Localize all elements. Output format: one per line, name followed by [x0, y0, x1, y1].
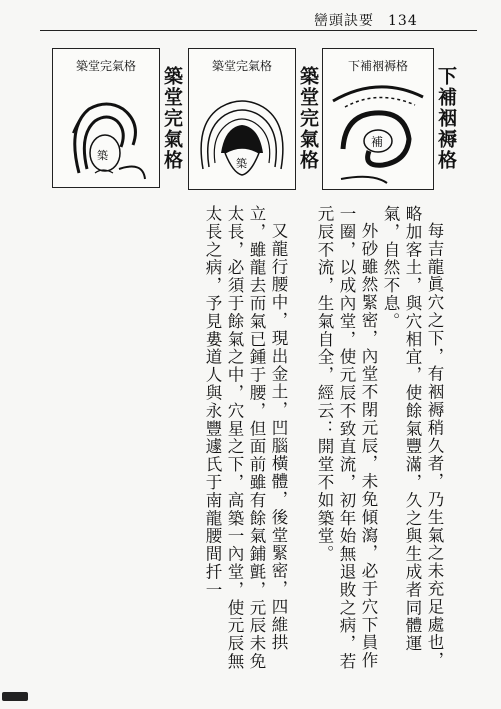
caption-zhu-tang-left: 築堂完氣格 [161, 66, 183, 171]
paragraph-3: 又龍行腰中，現出金土，凹腦橫體，後堂緊密，四維拱立，雖龍去而氣已鍾于腰，但面前雖有餘氣鋪氈，元辰未免太長，必須于餘氣之中，穴星之下，高築一內堂，使元辰無太長之病，予見婁道人與永豐遽氏于南龍腰間扦一 [203, 205, 288, 671]
diagram-title: 下補裀褥格 [347, 59, 408, 73]
diagram-zhu-tang-wan-qi-left [52, 48, 160, 188]
diagram-illustration [53, 49, 159, 187]
page-number: 134 [388, 13, 418, 29]
page-corner-mark [2, 692, 28, 701]
header-rule [40, 30, 477, 31]
running-header [314, 10, 418, 30]
caption-xia-bu-yin-ru: 下補裀褥格 [435, 66, 457, 171]
header-title: 巒頭訣要 [314, 13, 374, 29]
paragraph-1: 每吉龍眞穴之下，有裀褥稍久者，乃生氣之未充足處也，略加客土，與穴相宜，使餘氣豐滿，久之與生成者同體運氣，自然不息。 [381, 205, 444, 669]
diagram-zhu-tang-wan-qi-center [188, 48, 296, 190]
diagram-title: 築堂完氣格 [75, 59, 136, 73]
caption-zhu-tang-center: 築堂完氣格 [297, 66, 319, 171]
body-text [177, 205, 445, 675]
diagram-mark: 築 [236, 157, 247, 170]
diagram-mark: 築 [97, 149, 108, 162]
diagram-xia-bu-yin-ru [322, 48, 434, 190]
diagram-illustration [323, 49, 433, 189]
diagram-title: 築堂完氣格 [211, 59, 272, 73]
paragraph-2: 外砂雖然緊密，內堂不閉元辰，未免傾瀉，必于穴下員作一圈，以成內堂，使元辰不致直流，初年始無退敗之病，若元辰不流，生氣自全，經云：開堂不如築堂。 [315, 205, 378, 671]
diagram-illustration [189, 49, 295, 189]
diagram-mark: 補 [371, 135, 384, 149]
